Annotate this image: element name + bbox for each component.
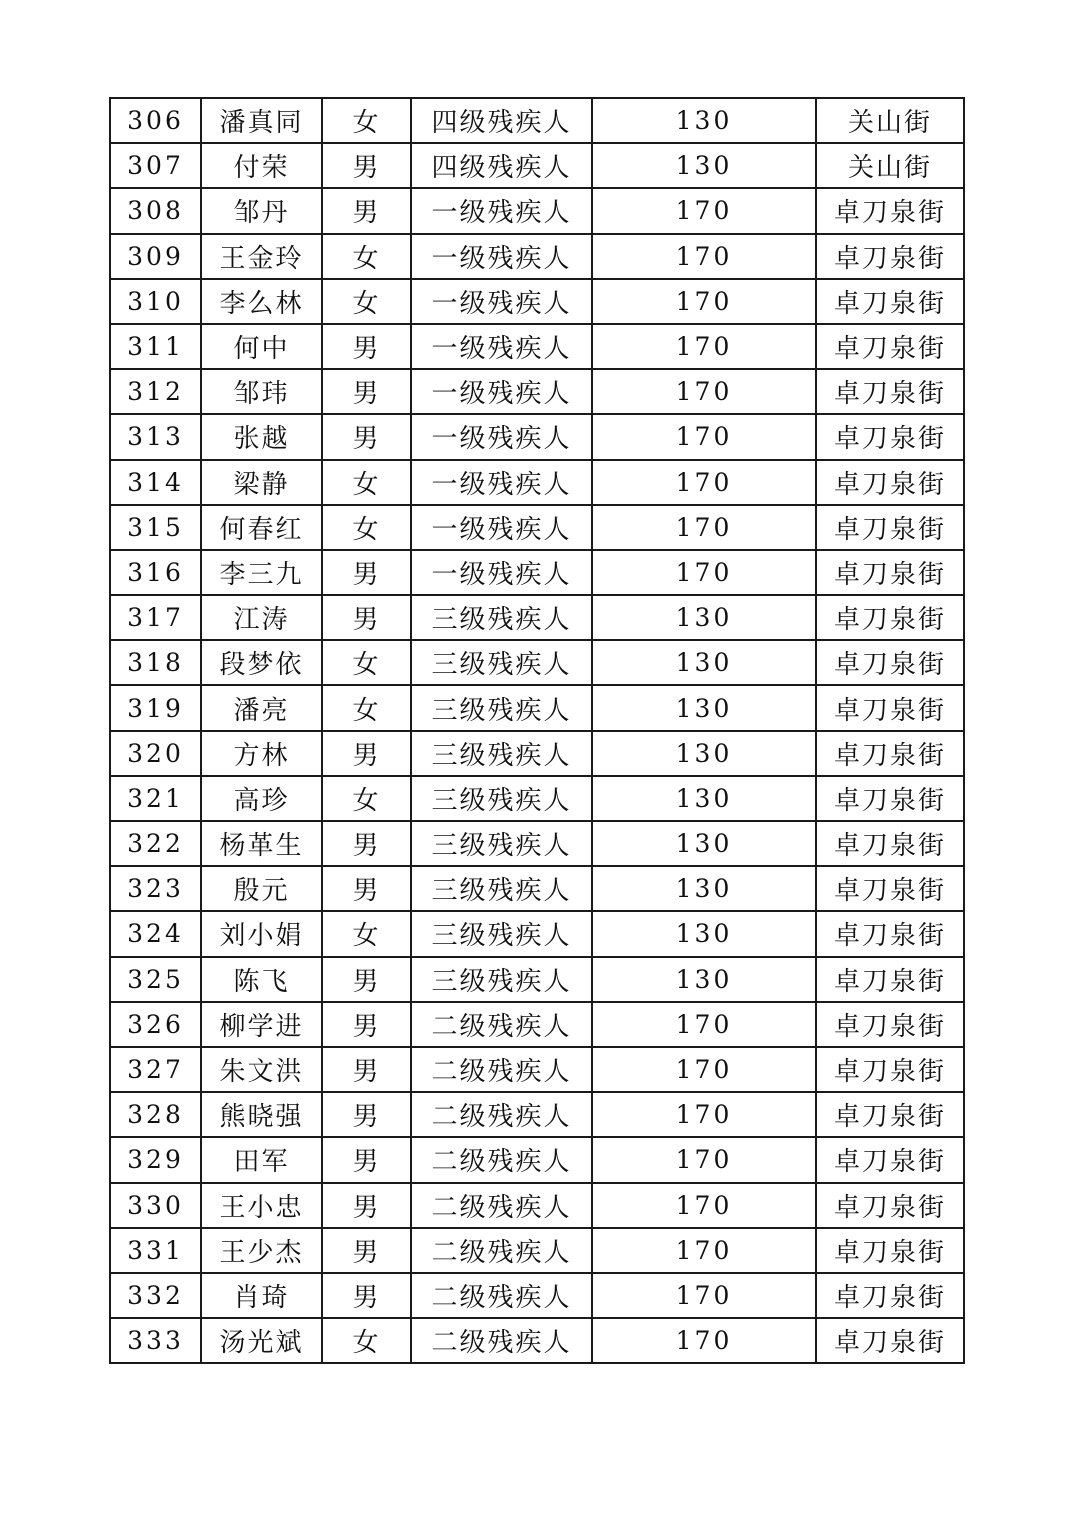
cell-amount: 130 — [592, 731, 816, 776]
cell-number: 312 — [110, 369, 201, 414]
cell-amount: 130 — [592, 821, 816, 866]
table-row — [110, 595, 964, 640]
table-row — [110, 324, 964, 369]
table-row — [110, 911, 964, 956]
cell-name: 江涛 — [201, 595, 322, 640]
cell-street: 卓刀泉街 — [816, 550, 964, 595]
table-row — [110, 1273, 964, 1318]
cell-amount: 130 — [592, 957, 816, 1002]
cell-street: 卓刀泉街 — [816, 1228, 964, 1273]
table-row — [110, 1047, 964, 1092]
cell-number: 329 — [110, 1137, 201, 1182]
cell-amount: 130 — [592, 911, 816, 956]
cell-amount: 170 — [592, 505, 816, 550]
table-row — [110, 1318, 964, 1363]
cell-disability-level: 三级残疾人 — [411, 685, 592, 730]
cell-street: 卓刀泉街 — [816, 369, 964, 414]
cell-gender: 男 — [322, 188, 411, 233]
cell-amount: 170 — [592, 1092, 816, 1137]
cell-street: 卓刀泉街 — [816, 640, 964, 685]
cell-street: 卓刀泉街 — [816, 1273, 964, 1318]
table-row — [110, 1228, 964, 1273]
cell-gender: 男 — [322, 1228, 411, 1273]
table-row — [110, 188, 964, 233]
cell-amount: 130 — [592, 685, 816, 730]
cell-amount: 170 — [592, 1137, 816, 1182]
cell-street: 卓刀泉街 — [816, 1183, 964, 1228]
cell-number: 330 — [110, 1183, 201, 1228]
table-row — [110, 1002, 964, 1047]
cell-name: 王金玲 — [201, 234, 322, 279]
table-row — [110, 1137, 964, 1182]
cell-gender: 男 — [322, 595, 411, 640]
cell-street: 卓刀泉街 — [816, 505, 964, 550]
cell-name: 王小忠 — [201, 1183, 322, 1228]
cell-gender: 男 — [322, 550, 411, 595]
cell-number: 314 — [110, 460, 201, 505]
table-row — [110, 685, 964, 730]
cell-street: 卓刀泉街 — [816, 685, 964, 730]
cell-gender: 女 — [322, 685, 411, 730]
cell-name: 潘真同 — [201, 98, 322, 143]
cell-name: 李么林 — [201, 279, 322, 324]
cell-gender: 男 — [322, 414, 411, 459]
cell-street: 卓刀泉街 — [816, 1002, 964, 1047]
cell-number: 309 — [110, 234, 201, 279]
cell-number: 333 — [110, 1318, 201, 1363]
cell-number: 311 — [110, 324, 201, 369]
cell-disability-level: 三级残疾人 — [411, 821, 592, 866]
cell-amount: 170 — [592, 414, 816, 459]
cell-disability-level: 三级残疾人 — [411, 866, 592, 911]
table-row — [110, 731, 964, 776]
table-body — [110, 98, 964, 1363]
cell-gender: 女 — [322, 1318, 411, 1363]
cell-gender: 女 — [322, 279, 411, 324]
cell-name: 刘小娟 — [201, 911, 322, 956]
cell-number: 310 — [110, 279, 201, 324]
cell-name: 李三九 — [201, 550, 322, 595]
cell-amount: 170 — [592, 324, 816, 369]
cell-gender: 男 — [322, 957, 411, 1002]
cell-disability-level: 一级残疾人 — [411, 460, 592, 505]
cell-number: 320 — [110, 731, 201, 776]
cell-street: 卓刀泉街 — [816, 414, 964, 459]
cell-disability-level: 二级残疾人 — [411, 1318, 592, 1363]
cell-name: 何春红 — [201, 505, 322, 550]
table-row — [110, 866, 964, 911]
cell-number: 307 — [110, 143, 201, 188]
cell-number: 317 — [110, 595, 201, 640]
cell-number: 328 — [110, 1092, 201, 1137]
cell-amount: 130 — [592, 595, 816, 640]
cell-number: 321 — [110, 776, 201, 821]
cell-amount: 170 — [592, 1002, 816, 1047]
cell-gender: 男 — [322, 369, 411, 414]
cell-name: 方林 — [201, 731, 322, 776]
cell-gender: 女 — [322, 776, 411, 821]
cell-disability-level: 三级残疾人 — [411, 957, 592, 1002]
cell-amount: 170 — [592, 1273, 816, 1318]
cell-street: 卓刀泉街 — [816, 324, 964, 369]
recipient-table — [109, 97, 965, 1364]
cell-amount: 170 — [592, 460, 816, 505]
cell-disability-level: 三级残疾人 — [411, 731, 592, 776]
table-row — [110, 640, 964, 685]
cell-name: 段梦依 — [201, 640, 322, 685]
cell-gender: 男 — [322, 1273, 411, 1318]
table-row — [110, 460, 964, 505]
cell-name: 何中 — [201, 324, 322, 369]
cell-amount: 170 — [592, 1047, 816, 1092]
table-row — [110, 776, 964, 821]
cell-number: 327 — [110, 1047, 201, 1092]
cell-name: 朱文洪 — [201, 1047, 322, 1092]
cell-number: 323 — [110, 866, 201, 911]
cell-disability-level: 一级残疾人 — [411, 505, 592, 550]
cell-name: 邹丹 — [201, 188, 322, 233]
table-row — [110, 234, 964, 279]
cell-disability-level: 二级残疾人 — [411, 1273, 592, 1318]
cell-street: 卓刀泉街 — [816, 1137, 964, 1182]
cell-street: 卓刀泉街 — [816, 911, 964, 956]
cell-disability-level: 二级残疾人 — [411, 1092, 592, 1137]
cell-disability-level: 一级残疾人 — [411, 369, 592, 414]
cell-amount: 170 — [592, 369, 816, 414]
cell-amount: 170 — [592, 1318, 816, 1363]
cell-amount: 170 — [592, 279, 816, 324]
cell-disability-level: 一级残疾人 — [411, 324, 592, 369]
cell-street: 卓刀泉街 — [816, 1318, 964, 1363]
cell-number: 326 — [110, 1002, 201, 1047]
cell-name: 付荣 — [201, 143, 322, 188]
table-row — [110, 505, 964, 550]
table-row — [110, 821, 964, 866]
table-row — [110, 369, 964, 414]
cell-street: 卓刀泉街 — [816, 731, 964, 776]
cell-gender: 男 — [322, 143, 411, 188]
cell-disability-level: 三级残疾人 — [411, 595, 592, 640]
cell-number: 324 — [110, 911, 201, 956]
cell-name: 肖琦 — [201, 1273, 322, 1318]
table-row — [110, 1092, 964, 1137]
cell-name: 汤光斌 — [201, 1318, 322, 1363]
cell-amount: 130 — [592, 640, 816, 685]
cell-gender: 男 — [322, 1092, 411, 1137]
cell-disability-level: 二级残疾人 — [411, 1002, 592, 1047]
cell-street: 卓刀泉街 — [816, 866, 964, 911]
cell-disability-level: 一级残疾人 — [411, 550, 592, 595]
cell-gender: 男 — [322, 821, 411, 866]
cell-gender: 女 — [322, 640, 411, 685]
cell-amount: 170 — [592, 188, 816, 233]
cell-gender: 男 — [322, 324, 411, 369]
table-row — [110, 98, 964, 143]
table-row — [110, 550, 964, 595]
cell-street: 卓刀泉街 — [816, 957, 964, 1002]
cell-street: 卓刀泉街 — [816, 234, 964, 279]
cell-disability-level: 三级残疾人 — [411, 640, 592, 685]
table-row — [110, 143, 964, 188]
cell-disability-level: 一级残疾人 — [411, 188, 592, 233]
cell-disability-level: 二级残疾人 — [411, 1228, 592, 1273]
table-row — [110, 1183, 964, 1228]
cell-gender: 男 — [322, 1137, 411, 1182]
table-row — [110, 957, 964, 1002]
cell-street: 卓刀泉街 — [816, 776, 964, 821]
cell-street: 卓刀泉街 — [816, 821, 964, 866]
cell-street: 关山街 — [816, 98, 964, 143]
cell-street: 卓刀泉街 — [816, 188, 964, 233]
cell-amount: 170 — [592, 550, 816, 595]
cell-amount: 130 — [592, 866, 816, 911]
cell-number: 313 — [110, 414, 201, 459]
cell-name: 柳学进 — [201, 1002, 322, 1047]
cell-amount: 130 — [592, 143, 816, 188]
cell-number: 325 — [110, 957, 201, 1002]
cell-name: 潘亮 — [201, 685, 322, 730]
cell-street: 卓刀泉街 — [816, 279, 964, 324]
cell-disability-level: 一级残疾人 — [411, 279, 592, 324]
cell-name: 高珍 — [201, 776, 322, 821]
cell-name: 邹玮 — [201, 369, 322, 414]
cell-street: 卓刀泉街 — [816, 460, 964, 505]
cell-number: 332 — [110, 1273, 201, 1318]
cell-gender: 女 — [322, 911, 411, 956]
cell-street: 卓刀泉街 — [816, 1092, 964, 1137]
cell-name: 田军 — [201, 1137, 322, 1182]
cell-disability-level: 三级残疾人 — [411, 776, 592, 821]
cell-gender: 女 — [322, 234, 411, 279]
cell-number: 331 — [110, 1228, 201, 1273]
cell-number: 315 — [110, 505, 201, 550]
cell-amount: 130 — [592, 98, 816, 143]
cell-street: 卓刀泉街 — [816, 595, 964, 640]
cell-gender: 男 — [322, 1183, 411, 1228]
cell-street: 卓刀泉街 — [816, 1047, 964, 1092]
cell-disability-level: 一级残疾人 — [411, 234, 592, 279]
cell-amount: 170 — [592, 1228, 816, 1273]
cell-amount: 170 — [592, 234, 816, 279]
cell-amount: 170 — [592, 1183, 816, 1228]
cell-disability-level: 二级残疾人 — [411, 1183, 592, 1228]
cell-name: 张越 — [201, 414, 322, 459]
cell-gender: 女 — [322, 460, 411, 505]
table-row — [110, 414, 964, 459]
cell-name: 熊晓强 — [201, 1092, 322, 1137]
cell-disability-level: 二级残疾人 — [411, 1137, 592, 1182]
cell-number: 308 — [110, 188, 201, 233]
cell-disability-level: 二级残疾人 — [411, 1047, 592, 1092]
cell-disability-level: 四级残疾人 — [411, 143, 592, 188]
cell-gender: 男 — [322, 731, 411, 776]
cell-disability-level: 一级残疾人 — [411, 414, 592, 459]
cell-number: 319 — [110, 685, 201, 730]
cell-gender: 女 — [322, 98, 411, 143]
cell-name: 陈飞 — [201, 957, 322, 1002]
cell-number: 306 — [110, 98, 201, 143]
cell-name: 殷元 — [201, 866, 322, 911]
cell-number: 322 — [110, 821, 201, 866]
cell-name: 王少杰 — [201, 1228, 322, 1273]
cell-disability-level: 三级残疾人 — [411, 911, 592, 956]
cell-gender: 女 — [322, 505, 411, 550]
cell-gender: 男 — [322, 1047, 411, 1092]
cell-amount: 130 — [592, 776, 816, 821]
cell-gender: 男 — [322, 866, 411, 911]
cell-number: 316 — [110, 550, 201, 595]
cell-disability-level: 四级残疾人 — [411, 98, 592, 143]
cell-street: 关山街 — [816, 143, 964, 188]
table-row — [110, 279, 964, 324]
cell-name: 杨革生 — [201, 821, 322, 866]
cell-gender: 男 — [322, 1002, 411, 1047]
cell-name: 梁静 — [201, 460, 322, 505]
cell-number: 318 — [110, 640, 201, 685]
